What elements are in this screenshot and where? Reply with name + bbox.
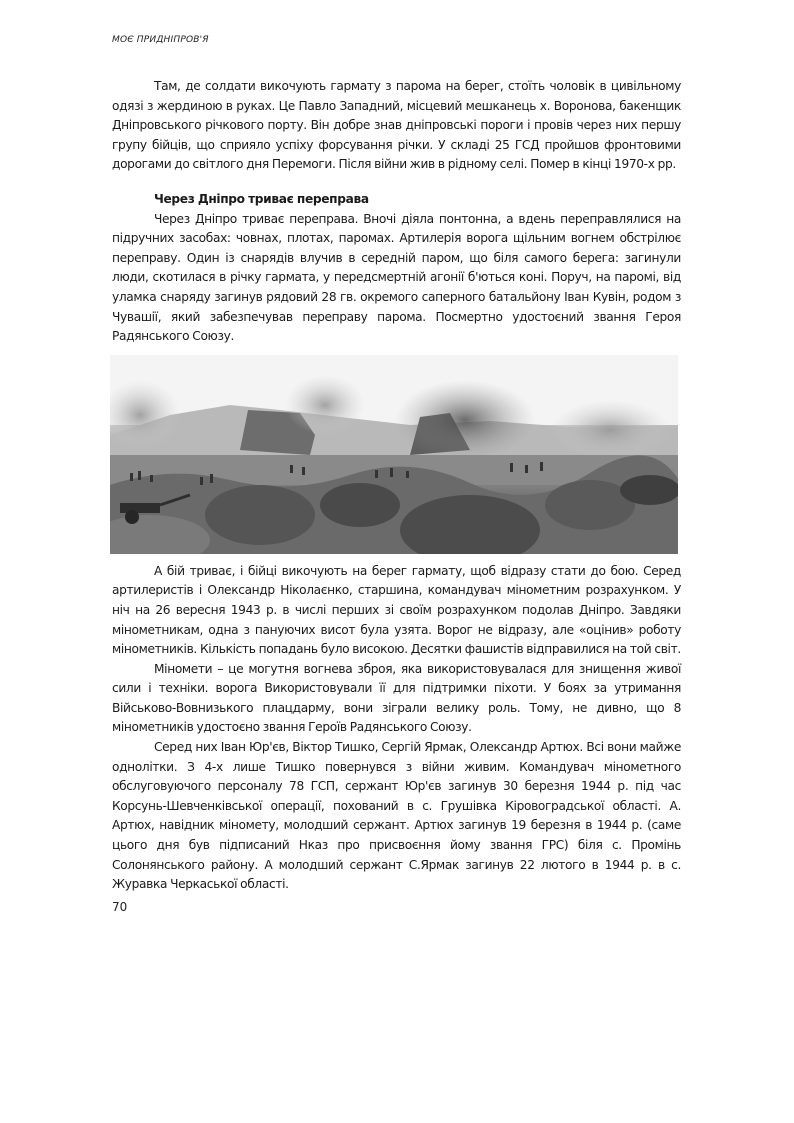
rock bbox=[620, 475, 678, 505]
paragraph: А бій триває, і бійці викочують на берег гармату, щоб відразу стати до бою. Серед артилеристів і Олександр Ніколаєнко, старшина, командувач мінометним розрахунком. У ніч на 26 вересня 1943 р. в числі перших зі своїм розрахунком подолав Дніпро. Завдяки мінометникам, одна з пануючих висот була узята. Ворог не відразу, але «оцінив» роботу мінометників. Кількість попадань було високою. Десятки фашистів відправилися на той світ. bbox=[112, 563, 681, 657]
intro-text-block bbox=[112, 77, 681, 175]
smoke-cloud bbox=[550, 400, 670, 460]
rock bbox=[320, 483, 400, 527]
section-heading: Через Дніпро триває переправа bbox=[154, 191, 369, 206]
rock bbox=[205, 485, 315, 545]
paragraph: Через Дніпро триває переправа. Вночі діяла понтонна, а вдень переправлялися на підручних засобах: човнах, плотах, паромах. Артилерія ворога щільним вогнем обстрілює переправу. Один із снарядів влучив в середній паром, що біля самого берега: загинули люди, скотилася в річку гармата, у передсмертній агонії б'ються коні. Поруч, на паромі, від уламка снаряду загинув рядовий 28 гв. окремого саперного батальйону Іван Кувін, родом з Чувашії, який забезпечував переправу парома. Посмертно удостоєний звання Героя Радянського Союзу. bbox=[112, 211, 681, 344]
paragraph: Міномети – це могутня вогнева зброя, яка використовувалася для знищення живої сили і техніки. ворога Використовували її для підтримки піхоти. У боях за утримання Військово-Вовнизького плацдарму, вони зіграли велику роль. Тому, не дивно, що 8 мінометників удостоєно звання Героїв Радянського Союзу. bbox=[112, 661, 681, 735]
smoke-cloud bbox=[395, 380, 535, 460]
running-head: МОЄ ПРИДНІПРОВ'Я bbox=[112, 35, 209, 45]
main-text-block bbox=[112, 562, 681, 895]
page-content bbox=[112, 34, 681, 915]
section-crossing bbox=[112, 190, 681, 347]
paragraph: Там, де солдати викочують гармату з парома на берег, стоїть чоловік в цивільному одязі з жердиною в руках. Це Павло Западний, місцевий мешканець х. Воронова, бакенщик Дніпровського річкового порту. Він добре знав дніпровські пороги і провів через них першу групу бійців, що сприяло успіху форсування річки. У складі 25 ГСД пройшов фронтовими дорогами до світлого дня Перемоги. Після війни жив в рідному селі. Помер в кінці 1970-х рр. bbox=[112, 79, 681, 172]
page-number: 70 bbox=[112, 899, 128, 914]
paragraph: Серед них Іван Юр'єв, Віктор Тишко, Сергій Ярмак, Олександр Артюх. Всі вони майже однолітки. З 4-х лише Тишко повернувся з війни живим. Командувач мінометного обслуговуючого персоналу 78 ГСП, сержант Юр'єв загинув 30 березня 1944 р. під час Корсунь-Шевченківської операції, похований в с. Грушівка Кіровоградської області. А. Артюх, навідник міномету, молодший сержант. Артюх загинув 19 березня в 1944 р. (саме цього дня був підписаний Нказ про присвоєння йому звання ГРС) біля с. Промінь Солонянського району. А молодший сержант С.Ярмак загинув 22 лютого в 1944 р. в с. Журавка Черкаської області. bbox=[112, 740, 681, 892]
panorama-illustration bbox=[110, 355, 678, 554]
smoke-cloud bbox=[285, 375, 365, 435]
battle-panorama-image bbox=[110, 355, 678, 554]
